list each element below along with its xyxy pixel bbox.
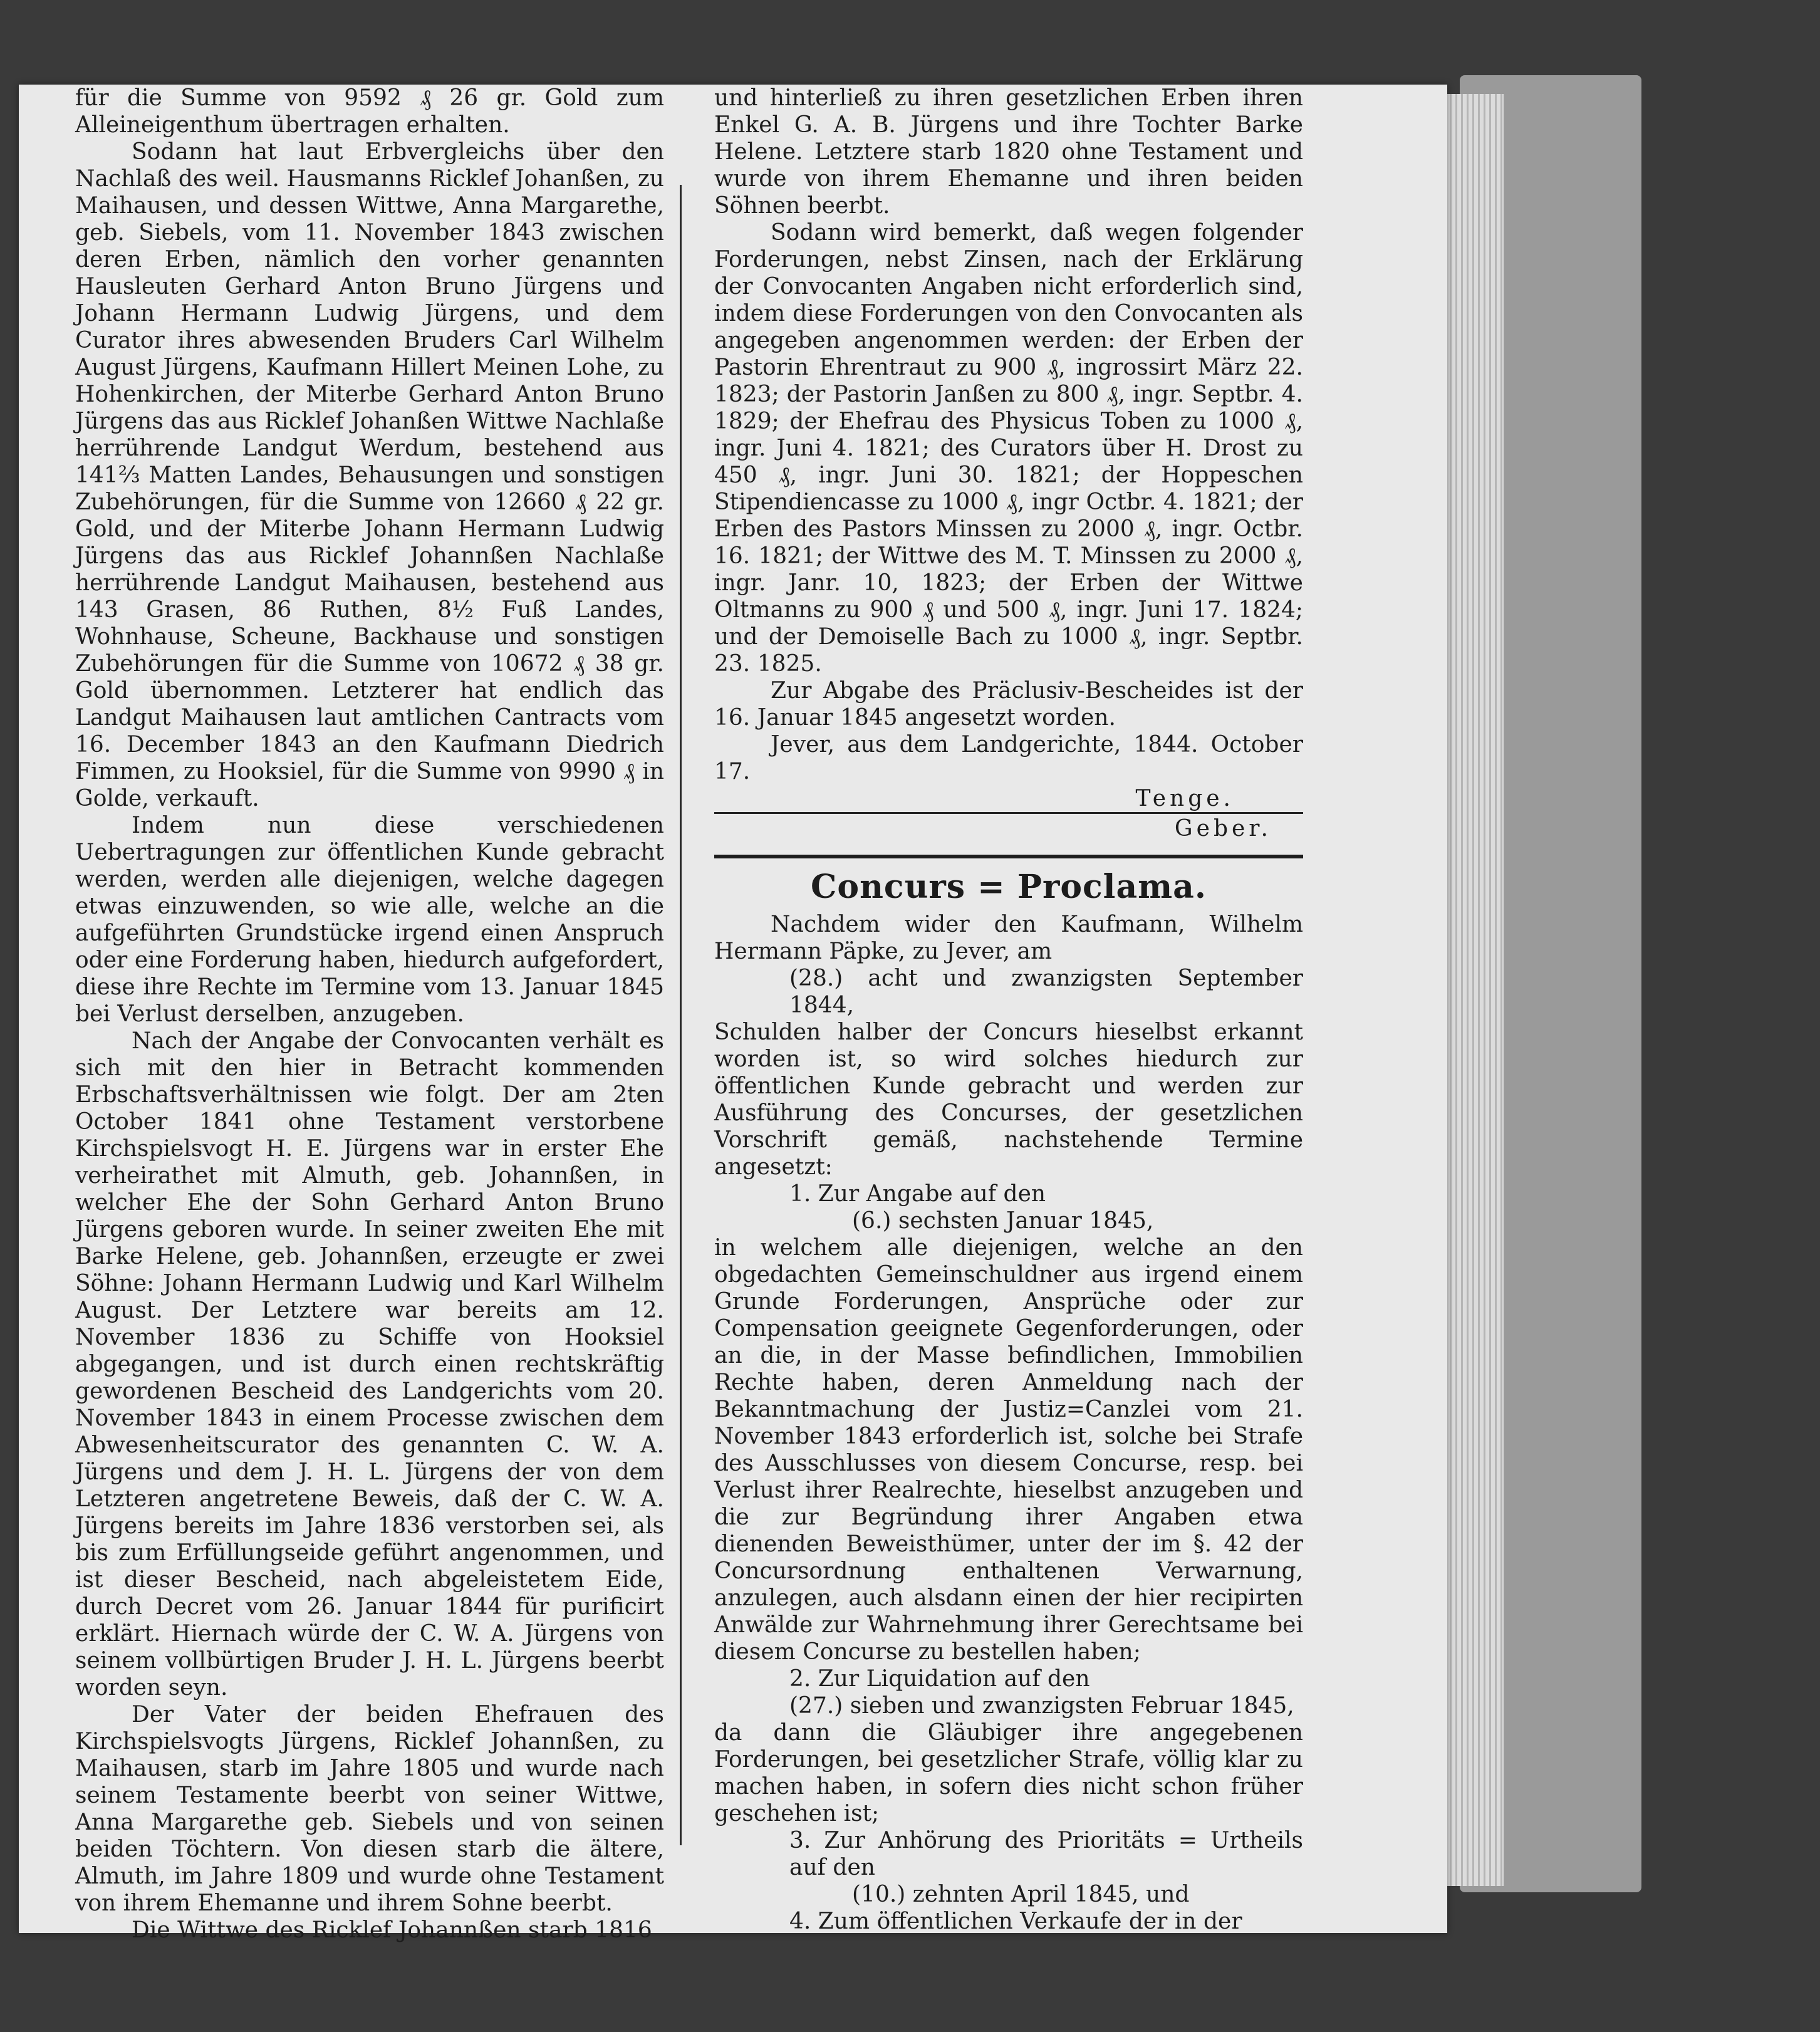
paragraph: Der Vater der beiden Ehefrauen des Kirchspielsvogts Jürgens, Ricklef Johannßen, zu Maihausen, starb im Jahre 1805 und wurde nach seinem Testamente beerbt von seiner Wittwe, Anna Margarethe geb. Siebels und von seinen beiden Töchtern. Von diesen starb die ältere, Almuth, im Jahre 1809 und wurde ohne Testament von ihrem Ehemanne und ihrem Sohne beerbt. [75, 1702, 664, 1916]
term-item-label: 3. Zur Anhörung des Prioritäts = Urtheils auf den [789, 1828, 1303, 1880]
term-item-text: in welchem alle diejenigen, welche an den obgedachten Gemeinschuldner aus irgend einem Grunde Forderungen, Ansprüche oder zur Compensation geeignete Gegenforderungen, oder an die, in der Masse befindlichen, Immobilien Rechte haben, deren Anmeldung nach der Bekanntmachung der Justiz=Canzlei vom 21. November 1843 erforderlich ist, solche bei Strafe des Ausschlusses von diesem Concurse, resp. bei Verlust ihrer Realrechte, hieselbst anzugeben und die zur Begründung ihrer Angaben etwa dienenden Beweisthümer, unter der im §. 42 der Concursordnung enthaltenen Verwarnung, anzulegen, auch alsdann einen der hier recipirten Anwälde zur Wahrnehmung ihrer Gerechtsame bei diesem Concurse zu bestellen haben; [714, 1235, 1303, 1665]
signature-tenge: Tenge. [1135, 786, 1234, 811]
dateline: Jever, aus dem Landgerichte, 1844. October 17. [714, 732, 1303, 784]
date-line: (28.) acht und zwanzigsten September 1844, [789, 966, 1303, 1018]
paragraph: Sodann wird bemerkt, daß wegen folgender Forderungen, nebst Zinsen, nach der Erklärung der Convocanten Angaben nicht erforderlich sind, indem diese Forderungen von den Convocanten als angegeben angenommen werden: der Erben der Pastorin Ehrentraut zu 900 ₰, ingrossirt März 22. 1823; der Pastorin Janßen zu 800 ₰, ingr. Septbr. 4. 1829; der Ehefrau des Physicus Toben zu 1000 ₰, ingr. Juni 4. 1821; des Curators über H. Drost zu 450 ₰, ingr. Juni 30. 1821; der Hoppeschen Stipendiencasse zu 1000 ₰, ingr Octbr. 4. 1821; der Erben des Pastors Minssen zu 2000 ₰, ingr. Octbr. 16. 1821; der Wittwe des M. T. Minssen zu 2000 ₰, ingr. Janr. 10, 1823; der Erben der Wittwe Oltmanns zu 900 ₰ und 500 ₰, ingr. Juni 17. 1824; und der Demoiselle Bach zu 1000 ₰, ingr. Septbr. 23. 1825. [714, 220, 1303, 677]
paragraph: Die Wittwe des Ricklef Johannßen starb 1816 [132, 1917, 652, 1943]
right-column [714, 85, 1303, 1935]
paragraph: Sodann hat laut Erbvergleichs über den Nachlaß des weil. Hausmanns Ricklef Johanßen, zu Maihausen, und dessen Wittwe, Anna Margarethe, geb. Siebels, vom 11. November 1843 zwischen deren Erben, nämlich den vorher genannten Hausleuten Gerhard Anton Bruno Jürgens und Johann Hermann Ludwig Jürgens, und dem Curator ihres abwesenden Bruders Carl Wilhelm August Jürgens, Kaufmann Hillert Meinen Lohe, zu Hohenkirchen, der Miterbe Gerhard Anton Bruno Jürgens das aus Ricklef Johanßen Wittwe Nachlaße herrührende Landgut Werdum, bestehend aus 141⅔ Matten Landes, Behausungen und sonstigen Zubehörungen, für die Summe von 12660 ₰ 22 gr. Gold, und der Miterbe Johann Hermann Ludwig Jürgens das aus Ricklef Johannßen Nachlaße herrührende Landgut Maihausen, bestehend aus 143 Grasen, 86 Ruthen, 8½ Fuß Landes, Wohnhause, Scheune, Backhause und sonstigen Zubehörungen für die Summe von 10672 ₰ 38 gr. Gold übernommen. Letzterer hat endlich das Landgut Maihausen laut amtlichen Cantracts vom 16. December 1843 an den Kaufmann Diedrich Fimmen, zu Hooksiel, für die Summe von 9990 ₰ in Golde, verkauft. [75, 139, 664, 811]
signature-geber: Geber. [714, 812, 1303, 842]
paragraph: und hinterließ zu ihren gesetzlichen Erben ihren Enkel G. A. B. Jürgens und ihre Tochter Barke Helene. Letztere starb 1820 ohne Testament und wurde von ihrem Ehemanne und ihren beiden Söhnen beerbt. [714, 85, 1303, 219]
term-item-date: (27.) sieben und zwanzigsten Februar 1845, [789, 1693, 1294, 1719]
column-rule [680, 185, 682, 1845]
term-item-label: 4. Zum öffentlichen Verkaufe der in der [789, 1909, 1242, 1934]
section-heading: Concurs = Proclama. [811, 868, 1207, 906]
term-item-date: (6.) sechsten Januar 1845, [852, 1208, 1154, 1234]
paragraph: Nach der Angabe der Convocanten verhält es sich mit den hier in Betracht kommenden Erbschaftsverhältnissen wie folgt. Der am 2ten October 1841 ohne Testament verstorbene Kirchspielsvogt H. E. Jürgens war in erster Ehe verheirathet mit Almuth, geb. Johannßen, in welcher Ehe der Sohn Gerhard Anton Bruno Jürgens geboren wurde. In seiner zweiten Ehe mit Barke Helene, geb. Johannßen, erzeugte er zwei Söhne: Johann Hermann Ludwig und Karl Wilhelm August. Der Letztere war bereits am 12. November 1836 zu Schiffe von Hooksiel abgegangen, und ist durch einen rechtskräftig gewordenen Bescheid des Landgerichts vom 20. November 1843 in einem Processe zwischen dem Abwesenheitscurator des genannten C. W. A. Jürgens und dem J. H. L. Jürgens der von dem Letzteren angetretene Beweis, daß der C. W. A. Jürgens bereits im Jahre 1836 verstorben sei, als bis zum Erfüllungseide geführt angenommen, und ist dieser Bescheid, nach abgeleistetem Eide, durch Decret vom 26. Januar 1844 für purificirt erklärt. Hiernach würde der C. W. A. Jürgens von seinem vollbürtigen Bruder J. H. L. Jürgens beerbt worden seyn. [75, 1028, 664, 1701]
paragraph: für die Summe von 9592 ₰ 26 gr. Gold zum Alleineigenthum übertragen erhalten. [75, 85, 664, 138]
term-item-text: da dann die Gläubiger ihre angegebenen Forderungen, bei gesetzlicher Strafe, völlig klar zu machen haben, in sofern dies nicht schon früher geschehen ist; [714, 1720, 1303, 1826]
term-item-label: 1. Zur Angabe auf den [789, 1181, 1046, 1207]
paragraph: Schulden halber der Concurs hieselbst erkannt worden ist, so wird solches hiedurch zur öffentlichen Kunde gebracht und werden zur Ausführung des Concurses, der gesetzlichen Vorschrift gemäß, nachstehende Termine angesetzt: [714, 1019, 1303, 1180]
left-column [75, 85, 664, 1944]
paragraph: Indem nun diese verschiedenen Uebertragungen zur öffentlichen Kunde gebracht werden, werden alle diejenigen, welche dagegen etwas einzuwenden, so wie alle, welche an die aufgeführten Grundstücke irgend einen Anspruch oder eine Forderung haben, hiedurch aufgefordert, diese ihre Rechte im Termine vom 13. Januar 1845 bei Verlust derselben, anzugeben. [75, 813, 664, 1027]
paragraph: Nachdem wider den Kaufmann, Wilhelm Hermann Päpke, zu Jever, am [714, 912, 1303, 964]
paragraph: Zur Abgabe des Präclusiv-Bescheides ist der 16. Januar 1845 angesetzt worden. [714, 678, 1303, 731]
term-item-label: 2. Zur Liquidation auf den [789, 1666, 1090, 1692]
section-rule [714, 855, 1303, 858]
term-item-date: (10.) zehnten April 1845, und [852, 1882, 1190, 1907]
